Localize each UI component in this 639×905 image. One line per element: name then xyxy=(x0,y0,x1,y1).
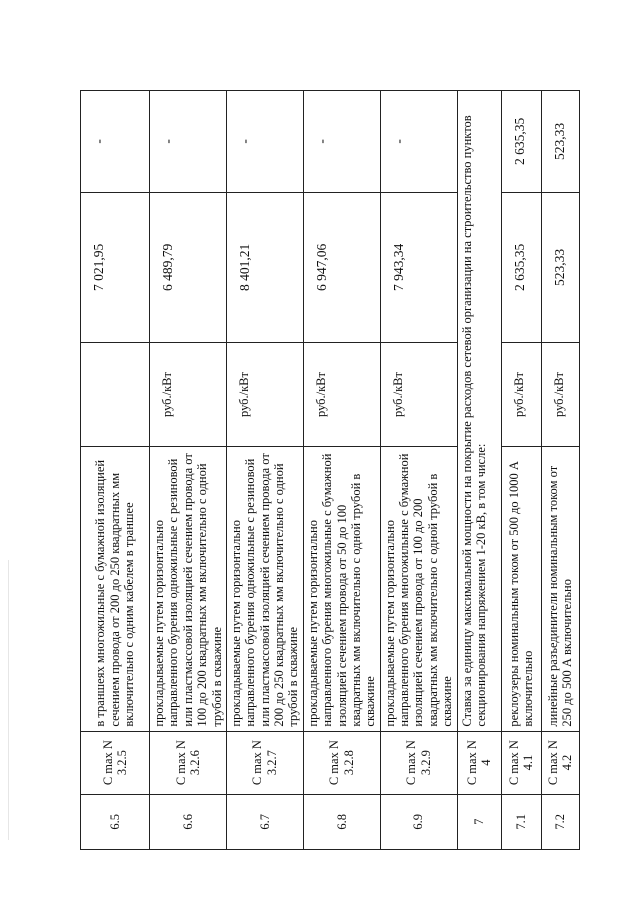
rate-code: C max N 3.2.9 xyxy=(380,731,457,794)
rate-code: C max N 4 xyxy=(457,731,501,794)
unit-cell: руб./кВт xyxy=(541,343,579,447)
row-description: прокладываемые путем горизонтально направленного бурения одножильные с резиновой или пластмассовой изоляцией сечением провода от 100 до 200 квадратных мм включительно с одной трубой в скважине xyxy=(150,446,227,731)
unit-cell xyxy=(81,343,150,447)
unit-cell: руб./кВт xyxy=(226,343,303,447)
table-row xyxy=(150,91,227,850)
value-cell: 7 021,95 xyxy=(81,192,150,342)
table-row xyxy=(226,91,303,850)
row-number: 6.8 xyxy=(303,794,380,849)
unit-cell: руб./кВт xyxy=(303,343,380,447)
value-cell: - xyxy=(150,91,227,193)
tariff-table-rotated xyxy=(80,90,574,850)
row-number: 6.6 xyxy=(150,794,227,849)
value-cell: 523,33 xyxy=(541,192,579,342)
row-description: в траншеях многожильные с бумажной изоляцией сечением провода от 200 до 250 квадратных мм включительно с одним кабелем в траншее xyxy=(81,446,150,731)
row-description: прокладываемые путем горизонтально направленного бурения многожильные с бумажной изоляцией сечением провода от 50 до 100 квадратных мм включительно с одной трубой в скважине xyxy=(303,446,380,731)
value-cell: - xyxy=(81,91,150,193)
row-number: 7.1 xyxy=(501,794,541,849)
row-description: реклоузеры номинальным током от 500 до 1000 А включительно xyxy=(501,446,541,731)
rate-code: C max N 3.2.7 xyxy=(226,731,303,794)
section-description: Ставка за единицу максимальной мощности на покрытие расходов сетевой организации на строительство пунктов секционирования напряжением 1-20 кВ, в том числе: xyxy=(457,91,501,732)
row-number: 7 xyxy=(457,794,501,849)
rate-code: C max N 3.2.5 xyxy=(81,731,150,794)
value-cell: - xyxy=(226,91,303,193)
row-number: 7.2 xyxy=(541,794,579,849)
rate-code: C max N 4.1 xyxy=(501,731,541,794)
table-row xyxy=(501,91,541,850)
rate-code: C max N 3.2.8 xyxy=(303,731,380,794)
row-description: линейные разъединители номинальным током от 250 до 500 А включительно xyxy=(541,446,579,731)
value-cell: 2 635,35 xyxy=(501,91,541,193)
unit-cell: руб./кВт xyxy=(380,343,457,447)
value-cell: 6 489,79 xyxy=(150,192,227,342)
unit-cell: руб./кВт xyxy=(501,343,541,447)
value-cell: - xyxy=(380,91,457,193)
table-row-section xyxy=(457,91,501,850)
value-cell: 523,33 xyxy=(541,91,579,193)
value-cell: 6 947,06 xyxy=(303,192,380,342)
table-row xyxy=(541,91,579,850)
row-number: 6.5 xyxy=(81,794,150,849)
table-row xyxy=(380,91,457,850)
rate-code: C max N 3.2.6 xyxy=(150,731,227,794)
row-number: 6.7 xyxy=(226,794,303,849)
scan-edge-artifact xyxy=(8,560,9,840)
rate-code: C max N 4.2 xyxy=(541,731,579,794)
table-row xyxy=(303,91,380,850)
value-cell: 2 635,35 xyxy=(501,192,541,342)
value-cell: 8 401,21 xyxy=(226,192,303,342)
value-cell: - xyxy=(303,91,380,193)
value-cell: 7 943,34 xyxy=(380,192,457,342)
row-description: прокладываемые путем горизонтально направленного бурения многожильные с бумажной изоляцией сечением провода от 100 до 200 квадратных мм включительно с одной трубой в скважине xyxy=(380,446,457,731)
row-description: прокладываемые путем горизонтально направленного бурения одножильные с резиновой или пластмассовой изоляцией сечением провода от 200 до 250 квадратных мм включительно с одной трубой в скважине xyxy=(226,446,303,731)
unit-cell: руб./кВт xyxy=(150,343,227,447)
table-row xyxy=(81,91,150,850)
tariff-table xyxy=(80,90,580,850)
row-number: 6.9 xyxy=(380,794,457,849)
